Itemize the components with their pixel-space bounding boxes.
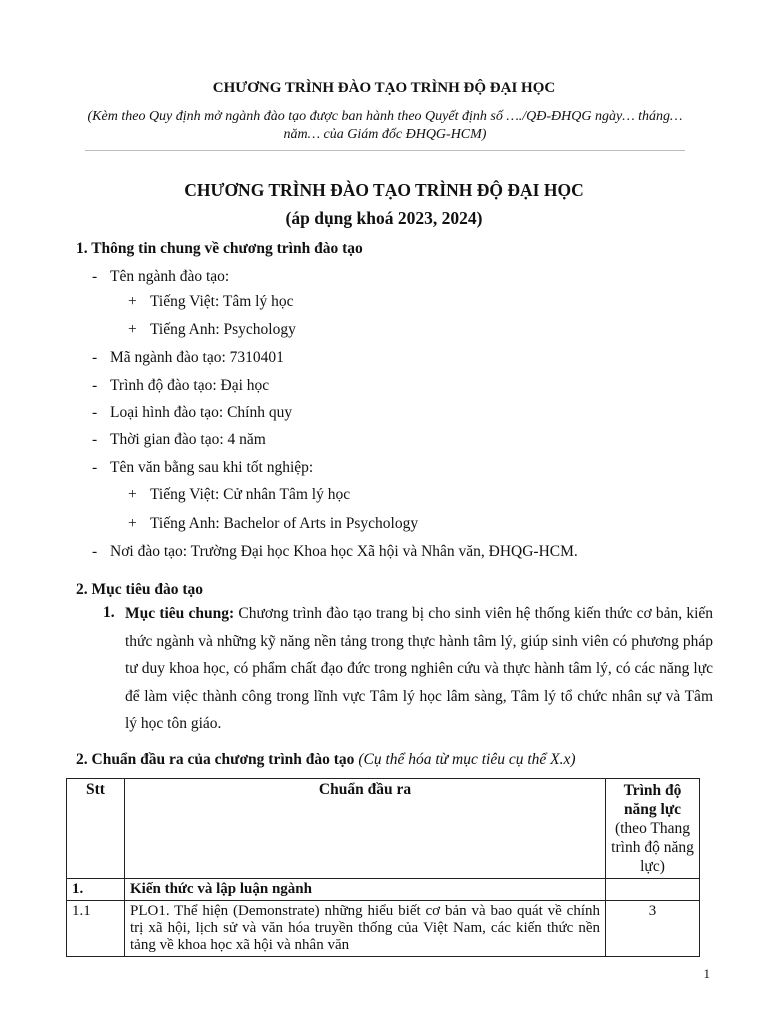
row-level: 3 [606,901,700,957]
list-item-text: Tên văn bằng sau khi tốt nghiệp: [110,459,314,476]
plus-bullet: + [128,486,137,503]
list-item [92,377,270,395]
list-item-text: Loại hình đào tạo: Chính quy [110,404,293,421]
list-subitem-text: Tiếng Anh: Bachelor of Arts in Psychology [150,515,419,532]
header-outcome: Chuẩn đầu ra [125,779,606,879]
list-item [92,349,284,367]
list-item-text: Mã ngành đào tạo: 7310401 [110,349,284,366]
list-item [92,268,230,286]
row-stt: 1.1 [67,901,125,957]
plus-bullet: + [128,515,137,532]
header-divider [85,150,685,151]
objective-label: Mục tiêu chung: [125,605,235,622]
list-subitem [128,515,419,533]
objective-paragraph [125,600,713,738]
dash-bullet: - [92,377,98,394]
header-title: CHƯƠNG TRÌNH ĐÀO TẠO TRÌNH ĐỘ ĐẠI HỌC [212,80,556,96]
section-2-heading: 2. Mục tiêu đào tạo [76,581,204,598]
list-item [92,431,266,449]
section-3-heading [76,751,576,769]
objective-number: 1. [103,604,115,621]
dash-bullet: - [92,349,98,366]
section-3-heading-text: 2. Chuẩn đầu ra của chương trình đào tạo [76,751,355,768]
plus-bullet: + [128,321,137,338]
dash-bullet: - [92,543,98,560]
list-item-text: Trình độ đào tạo: Đại học [110,377,270,394]
list-subitem-text: Tiếng Anh: Psychology [150,321,296,338]
row-level [606,879,700,901]
list-subitem [128,486,351,504]
table-header-row [67,779,700,879]
header-level-line3: (theo Thang trình độ năng lực) [611,820,694,875]
dash-bullet: - [92,431,98,448]
list-item [92,543,578,561]
plus-bullet: + [128,293,137,310]
row-outcome: Kiến thức và lập luận ngành [125,879,606,901]
header-stt: Stt [67,779,125,879]
list-item [92,404,293,422]
page-number: 1 [703,966,710,981]
row-outcome: PLO1. Thể hiện (Demonstrate) những hiểu biết cơ bản và bao quát về chính trị xã hội, lịch sử và văn hóa truyền thống của Việt Nam, các kiến thức nền tảng về khoa học xã hội và nhân văn [125,901,606,957]
list-subitem [128,293,294,311]
header-level-line1: Trình độ [623,782,682,799]
header-level [606,779,700,879]
list-subitem-text: Tiếng Việt: Cử nhân Tâm lý học [150,486,351,503]
dash-bullet: - [92,268,98,285]
section-1-heading: 1. Thông tin chung về chương trình đào tạo [76,240,363,257]
learning-outcomes-table [66,778,700,957]
list-item-text: Thời gian đào tạo: 4 năm [110,431,266,448]
dash-bullet: - [92,404,98,421]
section-3-heading-note: (Cụ thể hóa từ mục tiêu cụ thể X.x) [358,751,576,768]
list-item-text: Tên ngành đào tạo: [110,268,230,285]
objective-text: Chương trình đào tạo trang bị cho sinh viên hệ thống kiến thức cơ bản, kiến thức ngành và những kỹ năng nền tảng trong thực hành tâm lý, giúp sinh viên có phương pháp tư duy khoa học, có phẩm chất đạo đức trong nghiên cứu và thực hành tâm lý, có các năng lực để làm việc thành công trong lĩnh vực Tâm lý học lâm sàng, Tâm lý tổ chức nhân sự và Tâm lý học tôn giáo. [125,605,714,732]
row-stt: 1. [67,879,125,901]
header-level-line2: năng lực [623,801,682,818]
table-row [67,879,700,901]
list-item-text: Nơi đào tạo: Trường Đại học Khoa học Xã hội và Nhân văn, ĐHQG-HCM. [110,543,578,560]
page-title: CHƯƠNG TRÌNH ĐÀO TẠO TRÌNH ĐỘ ĐẠI HỌC [184,180,584,200]
dash-bullet: - [92,459,98,476]
header-note: (Kèm theo Quy định mở ngành đào tạo được ban hành theo Quyết định số …./QĐ-ĐHQG ngày… tháng…năm… của Giám đốc ĐHQG-HCM) [87,109,683,142]
page-subtitle: (áp dụng khoá 2023, 2024) [285,208,483,228]
list-subitem-text: Tiếng Việt: Tâm lý học [150,293,294,310]
list-item [92,459,314,477]
list-subitem [128,321,296,339]
table-row [67,901,700,957]
